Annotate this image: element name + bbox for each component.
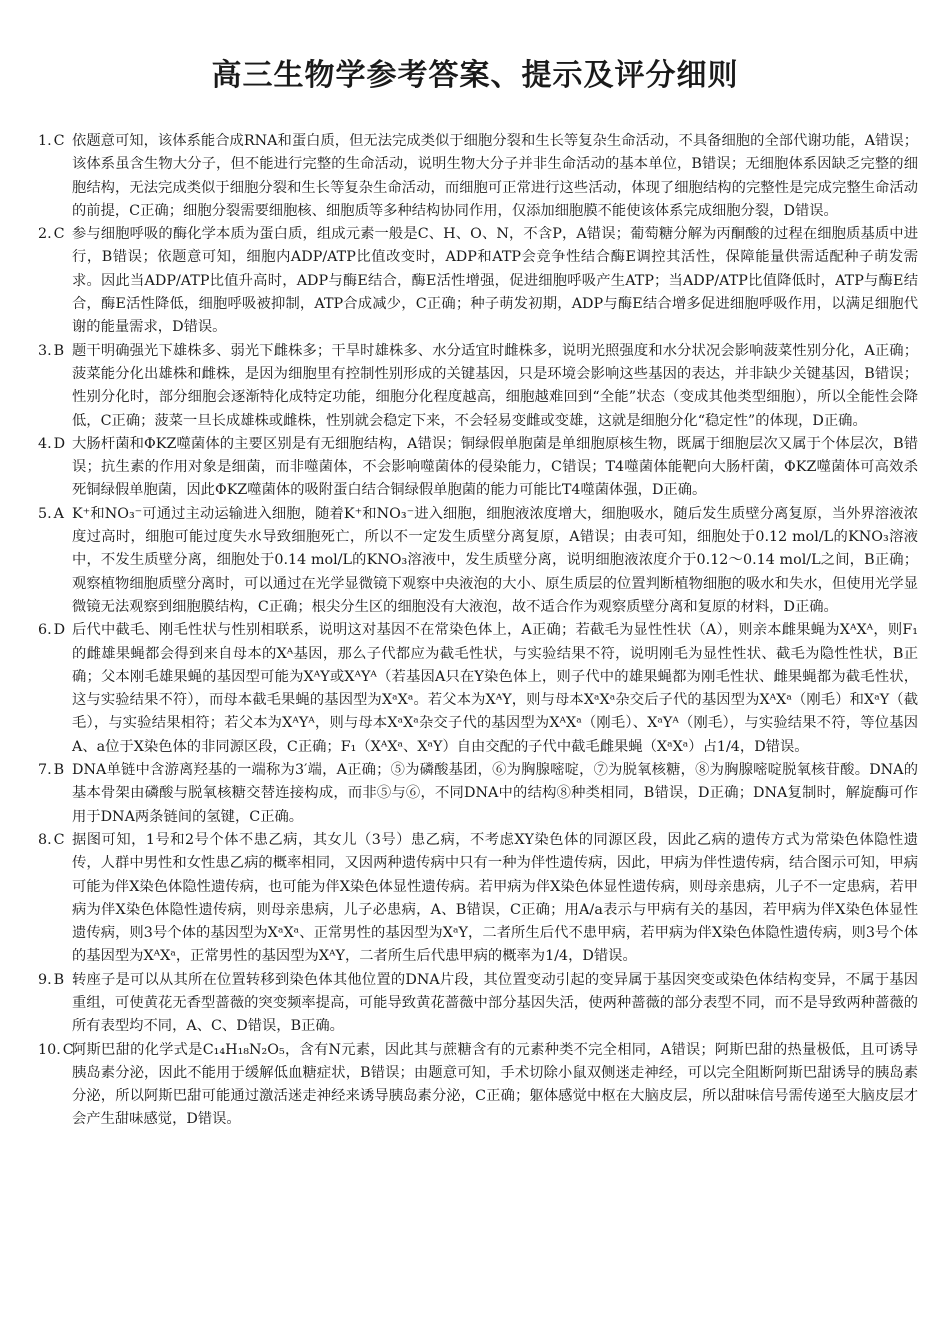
answer-explanation: K⁺和NO₃⁻可通过主动运输进入细胞，随着K⁺和NO₃⁻进入细胞，细胞液浓度增大，细胞吸水，随后发生质壁分离复原，当外界溶液浓度过高时，细胞可能过度失水导致细胞死亡，所以不一定发生质壁分离复原，A错误；由表可知，细胞处于0.12 mol/L的KNO₃溶液中，不发生质壁分离，细胞处于0.14 mol/L的KNO₃溶液中，发生质壁分离，说明细胞液浓度介于0.12～0.14 mol/L之间，B正确；观察植物细胞质壁分离时，可以通过在光学显微镜下观察中央液泡的大小、原生质层的位置判断植物细胞的吸水和失水，但使用光学显微镜无法观察到细胞膜结构，C正确；根尖分生区的细胞没有大液泡，故不适合作为观察质壁分离和复原的材料，D正确。 bbox=[72, 505, 918, 615]
question-number: 5. A bbox=[38, 505, 64, 522]
answer-explanation: 后代中截毛、刚毛性状与性别相联系，说明这对基因不在常染色体上，A正确；若截毛为显性性状（A），则亲本雌果蝇为XᴬXᴬ，则F₁的雌雄果蝇都会得到来自母本的Xᴬ基因，那么子代都应为截毛性状，与实验结果不符，说明刚毛为显性性状、截毛为隐性性状，B正确；父本刚毛雄果蝇的基因型可能为XᴬY或XᴬYᴬ（若基因A只在Y染色体上，则子代中的雄果蝇都为刚毛性状、雌果蝇都为截毛性状，这与实验结果不符），而母本截毛果蝇的基因型为XᵃXᵃ。若父本为XᴬY，则与母本XᵃXᵃ杂交后子代的基因型为XᴬXᵃ（刚毛）和XᵃY（截毛），与实验结果相符；若父本为XᴬYᴬ，则与母本XᵃXᵃ杂交子代的基因型为XᴬXᵃ（刚毛）、XᵃYᴬ（刚毛），与实验结果不符，等位基因A、a位于X染色体的非同源区段，C正确；F₁（XᴬXᵃ、XᵃY）自由交配的子代中截毛雌果蝇（XᵃXᵃ）占1/4，D错误。 bbox=[72, 622, 918, 755]
question-number: 6. D bbox=[38, 622, 66, 639]
question-number: 7. B bbox=[38, 762, 65, 779]
answer-item-10 bbox=[38, 1039, 918, 1132]
answer-item-5 bbox=[38, 503, 918, 619]
answer-item-3 bbox=[38, 340, 918, 433]
answer-key: B bbox=[53, 971, 65, 988]
answer-key: C bbox=[53, 226, 65, 243]
answer-key: D bbox=[53, 435, 66, 452]
answer-explanation: 依题意可知，该体系能合成RNA和蛋白质，但无法完成类似于细胞分裂和生长等复杂生命活动，不具备细胞的全部代谢功能，A错误；该体系虽含生物大分子，但不能进行完整的生命活动，说明生物大分子并非生命活动的基本单位，B错误；无细胞体系因缺乏完整的细胞结构，无法完成类似于细胞分裂和生长等复杂生命活动，而细胞可正常进行这些活动，体现了细胞结构的完整性是完成完整生命活动的前提，C正确；细胞分裂需要细胞核、细胞质等多种结构协同作用，仅添加细胞膜不能使该体系完成细胞分裂，D错误。 bbox=[72, 133, 918, 219]
answer-explanation: 题干明确强光下雄株多、弱光下雌株多；干旱时雄株多、水分适宜时雌株多，说明光照强度和水分状况会影响菠菜性别分化，A正确；菠菜能分化出雄株和雌株，是因为细胞里有控制性别形成的关键基因，只是环境会影响这些基因的表达，并非缺少关键基因，B错误；性别分化时，部分细胞会逐渐特化成特定功能，细胞分化程度越高，细胞越难回到“全能”状态（变成其他类型细胞），所以全能性会降低，C正确；菠菜一旦长成雄株或雌株，性别就会稳定下来，不会轻易变雌或变雄，这就是细胞分化“稳定性”的体现，D正确。 bbox=[72, 342, 918, 429]
question-number: 8. C bbox=[38, 831, 65, 848]
answer-item-7 bbox=[38, 759, 918, 829]
answer-item-6 bbox=[38, 619, 918, 759]
answer-item-4 bbox=[38, 433, 918, 503]
answer-key: D bbox=[53, 622, 66, 639]
question-number: 10. C bbox=[38, 1041, 74, 1058]
page-bottom-fade bbox=[0, 1314, 950, 1334]
answer-explanation: 参与细胞呼吸的酶化学本质为蛋白质，组成元素一般是C、H、O、N，不含P，A错误；葡萄糖分解为丙酮酸的过程在细胞质基质中进行，B错误；依题意可知，细胞内ADP/ATP比值改变时，ADP和ATP会竞争性结合酶E调控其活性，保障能量供需适配种子萌发需求。因此当ADP/ATP比值升高时，ADP与酶E结合，酶E活性增强，促进细胞呼吸产生ATP；当ADP/ATP比值降低时，ATP与酶E结合，酶E活性降低，细胞呼吸被抑制，ATP合成减少，C正确；种子萌发初期，ADP与酶E结合增多促进细胞呼吸作用，以满足细胞代谢的能量需求，D错误。 bbox=[72, 226, 918, 336]
answer-item-9 bbox=[38, 969, 918, 1039]
answer-explanation: 据图可知，1号和2号个体不患乙病，其女儿（3号）患乙病，不考虑XY染色体的同源区段，因此乙病的遗传方式为常染色体隐性遗传，人群中男性和女性患乙病的概率相同，又因两种遗传病中只有一种为伴性遗传病，因此，甲病为伴性遗传病，结合图示可知，甲病可能为伴X染色体隐性遗传病，也可能为伴X染色体显性遗传病。若甲病为伴X染色体显性遗传病，则母亲患病，儿子不一定患病，若甲病为伴X染色体隐性遗传病，则母亲患病，儿子必患病，A、B错误，C正确；用A/a表示与甲病有关的基因，若甲病为伴X染色体显性遗传病，则3号个体的基因型为XᵃXᵃ、正常男性的基因型为XᵃY，二者所生后代不患甲病，若甲病为伴X染色体隐性遗传病，则3号个体的基因型为XᴬXᵃ，正常男性的基因型为XᴬY，二者所生后代患甲病的概率为1/4，D错误。 bbox=[72, 831, 918, 965]
answer-explanation: 转座子是可以从其所在位置转移到染色体其他位置的DNA片段，其位置变动引起的变异属于基因突变或染色体结构变异，不属于基因重组，可使黄花无香型蔷薇的突变频率提高，可能导致黄花蔷薇中部分基因失活，使两种蔷薇的部分表型不同，而不是导致两种蔷薇的所有表型均不同，A、C、D错误，B正确。 bbox=[72, 971, 918, 1035]
answer-key: A bbox=[53, 505, 64, 522]
answer-item-8 bbox=[38, 829, 918, 969]
answer-item-2 bbox=[38, 223, 918, 339]
answer-explanation: 阿斯巴甜的化学式是C₁₄H₁₈N₂O₅，含有N元素，因此其与蔗糖含有的元素种类不完全相同，A错误；阿斯巴甜的热量极低，且可诱导胰岛素分泌，因此不能用于缓解低血糖症状，B错误；由题意可知，手术切除小鼠双侧迷走神经，可以完全阻断阿斯巴甜诱导的胰岛素分泌，所以阿斯巴甜可能通过激活迷走神经来诱导胰岛素分泌，C正确；躯体感觉中枢在大脑皮层，所以甜味信号需传递至大脑皮层才会产生甜味感觉，D错误。 bbox=[72, 1041, 918, 1128]
question-number: 9. B bbox=[38, 971, 65, 988]
answer-item-1 bbox=[38, 130, 918, 223]
question-number: 1. C bbox=[38, 133, 65, 149]
answer-list bbox=[38, 130, 918, 1132]
answer-key: B bbox=[53, 762, 65, 779]
page-title: 高三生物学参考答案、提示及评分细则 bbox=[211, 58, 739, 93]
answer-key: C bbox=[62, 1041, 74, 1058]
question-number: 2. C bbox=[38, 226, 65, 243]
answer-key: B bbox=[53, 342, 65, 359]
answer-key: C bbox=[53, 133, 65, 149]
question-number: 4. D bbox=[38, 435, 66, 452]
question-number: 3. B bbox=[38, 342, 65, 359]
answer-explanation: 大肠杆菌和ΦKZ噬菌体的主要区别是有无细胞结构，A错误；铜绿假单胞菌是单细胞原核生物，既属于细胞层次又属于个体层次，B错误；抗生素的作用对象是细菌，而非噬菌体，不会影响噬菌体的侵染能力，C错误；T4噬菌体能靶向大肠杆菌，ΦKZ噬菌体可高效杀死铜绿假单胞菌，因此ΦKZ噬菌体的吸附蛋白结合铜绿假单胞菌的能力可能比T4噬菌体强，D正确。 bbox=[72, 435, 918, 499]
answer-key: C bbox=[53, 831, 65, 848]
answer-explanation: DNA单链中含游离羟基的一端称为3′端，A正确；⑤为磷酸基团，⑥为胸腺嘧啶，⑦为脱氧核糖，⑧为胸腺嘧啶脱氧核苷酸。DNA的基本骨架由磷酸与脱氧核糖交替连接构成，而非⑤与⑥，不同DNA中的结构⑧种类相同，B错误，D正确；DNA复制时，解旋酶可作用于DNA两条链间的氢键，C正确。 bbox=[72, 762, 918, 825]
